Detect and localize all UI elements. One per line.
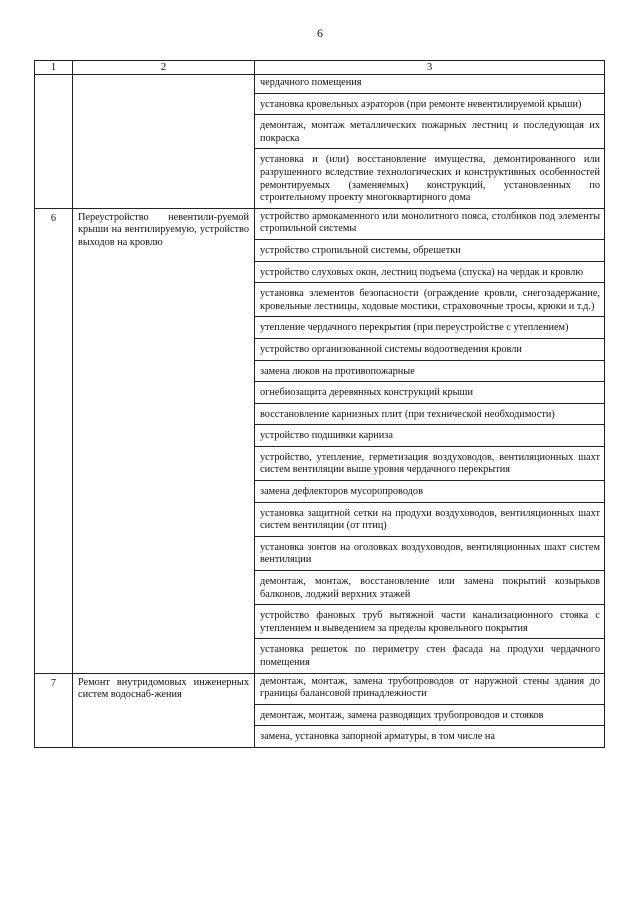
work-item: чердачного помещения (255, 75, 604, 94)
work-category-cell (73, 75, 255, 209)
work-item: замена, установка запорной арматуры, в том числе на (260, 731, 495, 743)
work-list-cell (255, 75, 605, 209)
work-item: устройство подшивки карниза (255, 428, 604, 447)
work-item: демонтаж, монтаж, замена разводящих трубопроводов и стояков (255, 708, 604, 727)
work-item: огнебиозащита деревянных конструкций крыши (255, 385, 604, 404)
column-header-name: 2 (73, 61, 255, 75)
work-item: демонтаж, монтаж, замена трубопроводов от наружной стены здания до границы балансовой принадлежности (255, 674, 604, 705)
page-number: 6 (317, 26, 323, 40)
table-header-row (35, 61, 605, 75)
work-item: устройство стропильной системы, обрешетки (255, 243, 604, 262)
work-item: установка кровельных аэраторов (при ремонте невентилируемой крыши) (255, 97, 604, 116)
table-body (35, 75, 605, 748)
work-item: установка элементов безопасности (ограждение кровли, снегозадержание, кровельные лестницы, ходовые мостики, страховочные тросы, крюки и т.д.) (255, 286, 604, 317)
work-item: установка и (или) восстановление имущества, демонтированного или разрушенного вследствие технологических и конструктивных особенностей ремонтируемых (заменяемых) конструкций, установленных по строительному проекту многоквартирного дома (260, 154, 600, 204)
work-item: утепление чердачного перекрытия (при переустройстве с утеплением) (255, 320, 604, 339)
work-item: устройство организованной системы водоотведения кровли (255, 342, 604, 361)
table-row (35, 208, 605, 673)
work-item: демонтаж, монтаж, восстановление или замена покрытий козырьков балконов, лоджий верхних этажей (255, 574, 604, 605)
work-item: установка защитной сетки на продухи воздуховодов, вентиляционных шахт систем вентиляции (от птиц) (255, 506, 604, 537)
row-number-cell: 6 (35, 208, 73, 673)
work-item: устройство слуховых окон, лестниц подъема (спуска) на чердак и кровлю (255, 265, 604, 284)
row-number-cell (35, 75, 73, 209)
work-item: восстановление карнизных плит (при технической необходимости) (255, 407, 604, 426)
column-header-works: 3 (255, 61, 605, 75)
work-category-cell: Ремонт внутридомовых инженерных систем водоснаб-жения (73, 673, 255, 747)
work-item: устройство фановых труб вытяжной части канализационного стояка с утеплением и выведением за пределы кровельного покрытия (255, 608, 604, 639)
row-number-cell: 7 (35, 673, 73, 747)
work-item: установка решеток по периметру стен фасада на продухи чердачного помещения (260, 644, 600, 668)
work-item: установка зонтов на оголовках воздуховодов, вентиляционных шахт систем вентиляции (255, 540, 604, 571)
work-item: устройство, утепление, герметизация воздуховодов, вентиляционных шахт систем вентиляции выше уровня чердачного перекрытия (255, 450, 604, 481)
work-item: устройство армокаменного или монолитного пояса, столбиков под элементы стропильной системы (255, 209, 604, 240)
table-row (35, 673, 605, 747)
work-list-cell (255, 208, 605, 673)
work-category-cell: Переустройство невентили-руемой крыши на вентилируемую, устройство выходов на кровлю (73, 208, 255, 673)
table-row (35, 75, 605, 209)
column-header-number: 1 (35, 61, 73, 75)
work-item: замена дефлекторов мусоропроводов (255, 484, 604, 503)
works-table (34, 60, 605, 748)
works-table-container (34, 60, 604, 748)
work-list-cell (255, 673, 605, 747)
work-item: демонтаж, монтаж металлических пожарных лестниц и последующая их покраска (255, 118, 604, 149)
work-item: замена люков на противопожарные (255, 364, 604, 383)
